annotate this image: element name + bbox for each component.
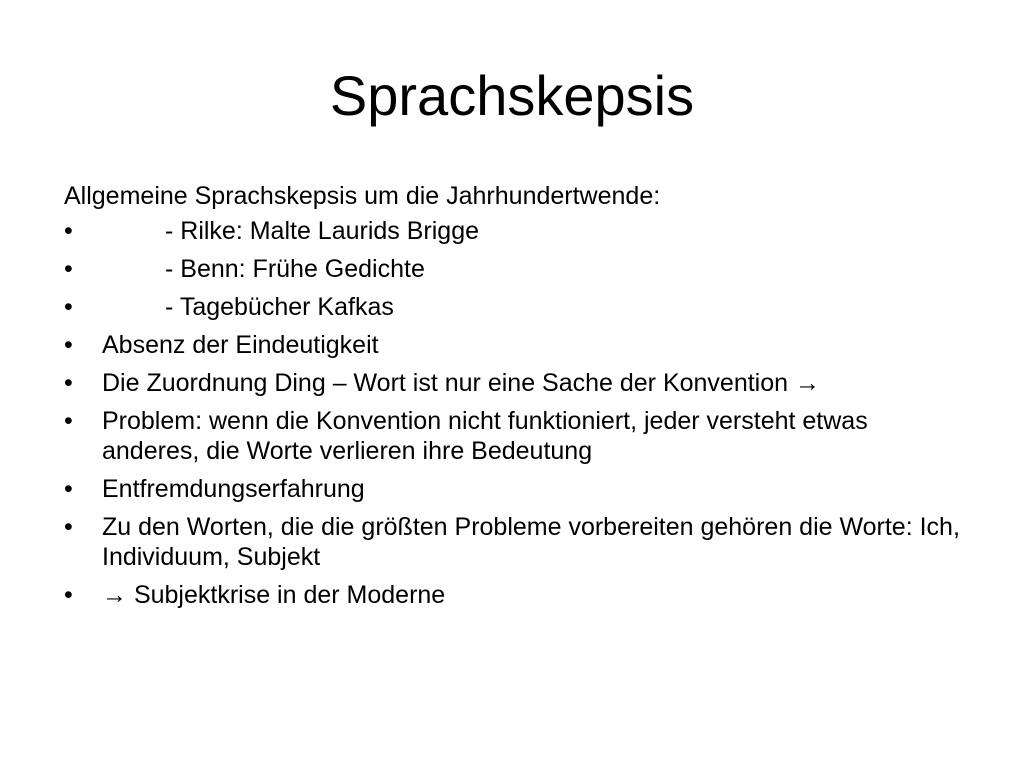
bullet-dot-icon: • bbox=[64, 513, 73, 541]
bullet-item bbox=[64, 368, 964, 398]
bullet-item bbox=[64, 330, 964, 360]
slide-title: Sprachskepsis bbox=[329, 64, 695, 127]
bullet-list bbox=[64, 216, 964, 618]
bullet-dot-icon: • bbox=[64, 407, 73, 435]
bullet-dot-icon: • bbox=[64, 581, 73, 609]
bullet-text: Absenz der Eindeutigkeit bbox=[102, 331, 379, 359]
bullet-item bbox=[64, 254, 964, 284]
bullet-text: Problem: wenn die Konvention nicht funktioniert, jeder versteht etwas anderes, die Worte verlieren ihre Bedeutung bbox=[102, 407, 868, 465]
bullet-item bbox=[64, 216, 964, 246]
bullet-item bbox=[64, 292, 964, 322]
intro-text: Allgemeine Sprachskepsis um die Jahrhundertwende: bbox=[64, 182, 661, 210]
bullet-item bbox=[64, 474, 964, 504]
bullet-text: - Rilke: Malte Laurids Brigge bbox=[165, 217, 480, 245]
bullet-dot-icon: • bbox=[64, 475, 73, 503]
bullet-dot-icon: • bbox=[64, 369, 73, 397]
bullet-item bbox=[64, 512, 964, 572]
bullet-item bbox=[64, 580, 964, 610]
bullet-text: → Subjektkrise in der Moderne bbox=[102, 581, 446, 609]
bullet-text: Die Zuordnung Ding – Wort ist nur eine Sache der Konvention → bbox=[102, 369, 820, 397]
bullet-item bbox=[64, 406, 964, 466]
bullet-dot-icon: • bbox=[64, 331, 73, 359]
bullet-text: - Tagebücher Kafkas bbox=[165, 293, 394, 321]
bullet-dot-icon: • bbox=[64, 217, 73, 245]
bullet-dot-icon: • bbox=[64, 293, 73, 321]
bullet-dot-icon: • bbox=[64, 255, 73, 283]
bullet-text: - Benn: Frühe Gedichte bbox=[165, 255, 425, 283]
bullet-text: Entfremdungserfahrung bbox=[102, 475, 365, 503]
bullet-text: Zu den Worten, die die größten Probleme vorbereiten gehören die Worte: Ich, Individuum, Subjekt bbox=[102, 513, 960, 571]
